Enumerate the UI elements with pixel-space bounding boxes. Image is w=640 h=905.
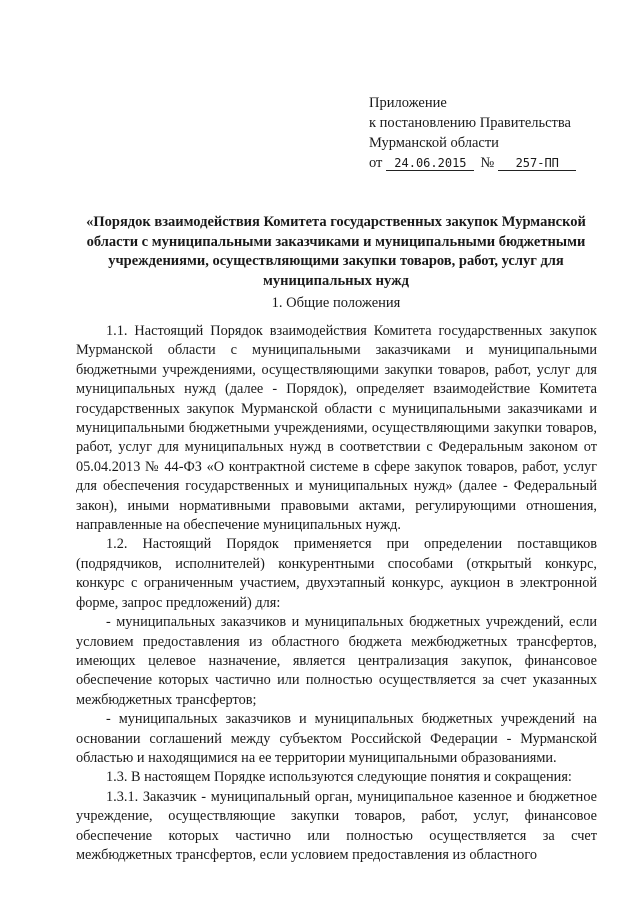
appendix-label: Приложение	[369, 95, 447, 111]
document-body	[76, 322, 597, 865]
appendix-region-line: Мурманской области	[369, 135, 499, 151]
paragraph-list-item-1: - муниципальных заказчиков и муниципальных бюджетных учреждений, если условием предоставления из областного бюджета межбюджетных трансфертов, имеющих целевое назначение, является централизация закупок, финансовое обеспечение которых частично или полностью осуществляется за счет указанных межбюджетных трансфертов;	[76, 614, 597, 708]
appendix-decree-line: к постановлению Правительства	[369, 115, 571, 131]
appendix-date-number-line	[369, 153, 629, 173]
decree-date: 24.06.2015	[386, 156, 474, 171]
number-prefix: №	[480, 155, 495, 171]
document-title: «Порядок взаимодействия Комитета государственных закупок Мурманской области с муниципальными заказчиками и муниципальными бюджетными учреждениями, осуществляющими закупки товаров, работ, услуг для муниципальных нужд	[86, 214, 586, 289]
paragraph-1-3: 1.3. В настоящем Порядке используются следующие понятия и сокращения:	[106, 769, 572, 786]
paragraph-list-item-2: - муниципальных заказчиков и муниципальных бюджетных учреждений на основании соглашений между субъектом Российской Федерации - Мурманской областью и находящимися на ее территории муниципальными образованиями.	[76, 711, 597, 766]
date-prefix: от	[369, 155, 383, 171]
decree-number: 257-ПП	[498, 156, 576, 171]
section-heading: 1. Общие положения	[271, 295, 401, 311]
paragraph-1-3-1: 1.3.1. Заказчик - муниципальный орган, муниципальное казенное и бюджетное учреждение, осуществляющие закупки товаров, работ, услуг, финансовое обеспечение которых частично или полностью осуществляется за счет межбюджетных трансфертов, если условием предоставления из областного	[76, 788, 597, 863]
paragraph-1-2: 1.2. Настоящий Порядок применяется при определении поставщиков (подрядчиков, исполнителей) конкурентными способами (открытый конкурс, конкурс с ограниченным участием, двухэтапный конкурс, аукцион в электронной форме, запрос предложений) для:	[76, 536, 597, 611]
appendix-header	[369, 93, 629, 173]
paragraph-1-1: 1.1. Настоящий Порядок взаимодействия Комитета государственных закупок Мурманской области с муниципальными заказчиками и муниципальными бюджетными учреждениями, осуществляющими закупки товаров, работ, услуг для муниципальных нужд (далее - Порядок), определяет взаимодействие Комитета государственных закупок Мурманской области с муниципальными заказчиками и муниципальными бюджетными учреждениями, осуществляющими закупки товаров, работ, услуг для муниципальных нужд в соответствии с Федеральным законом от 05.04.2013 № 44-ФЗ «О контрактной системе в сфере закупок товаров, работ, услуг для обеспечения государственных и муниципальных нужд» (далее - Федеральный закон), иными нормативными правовыми актами, регулирующими отношения, направленные на обеспечение муниципальных нужд.	[76, 323, 597, 534]
